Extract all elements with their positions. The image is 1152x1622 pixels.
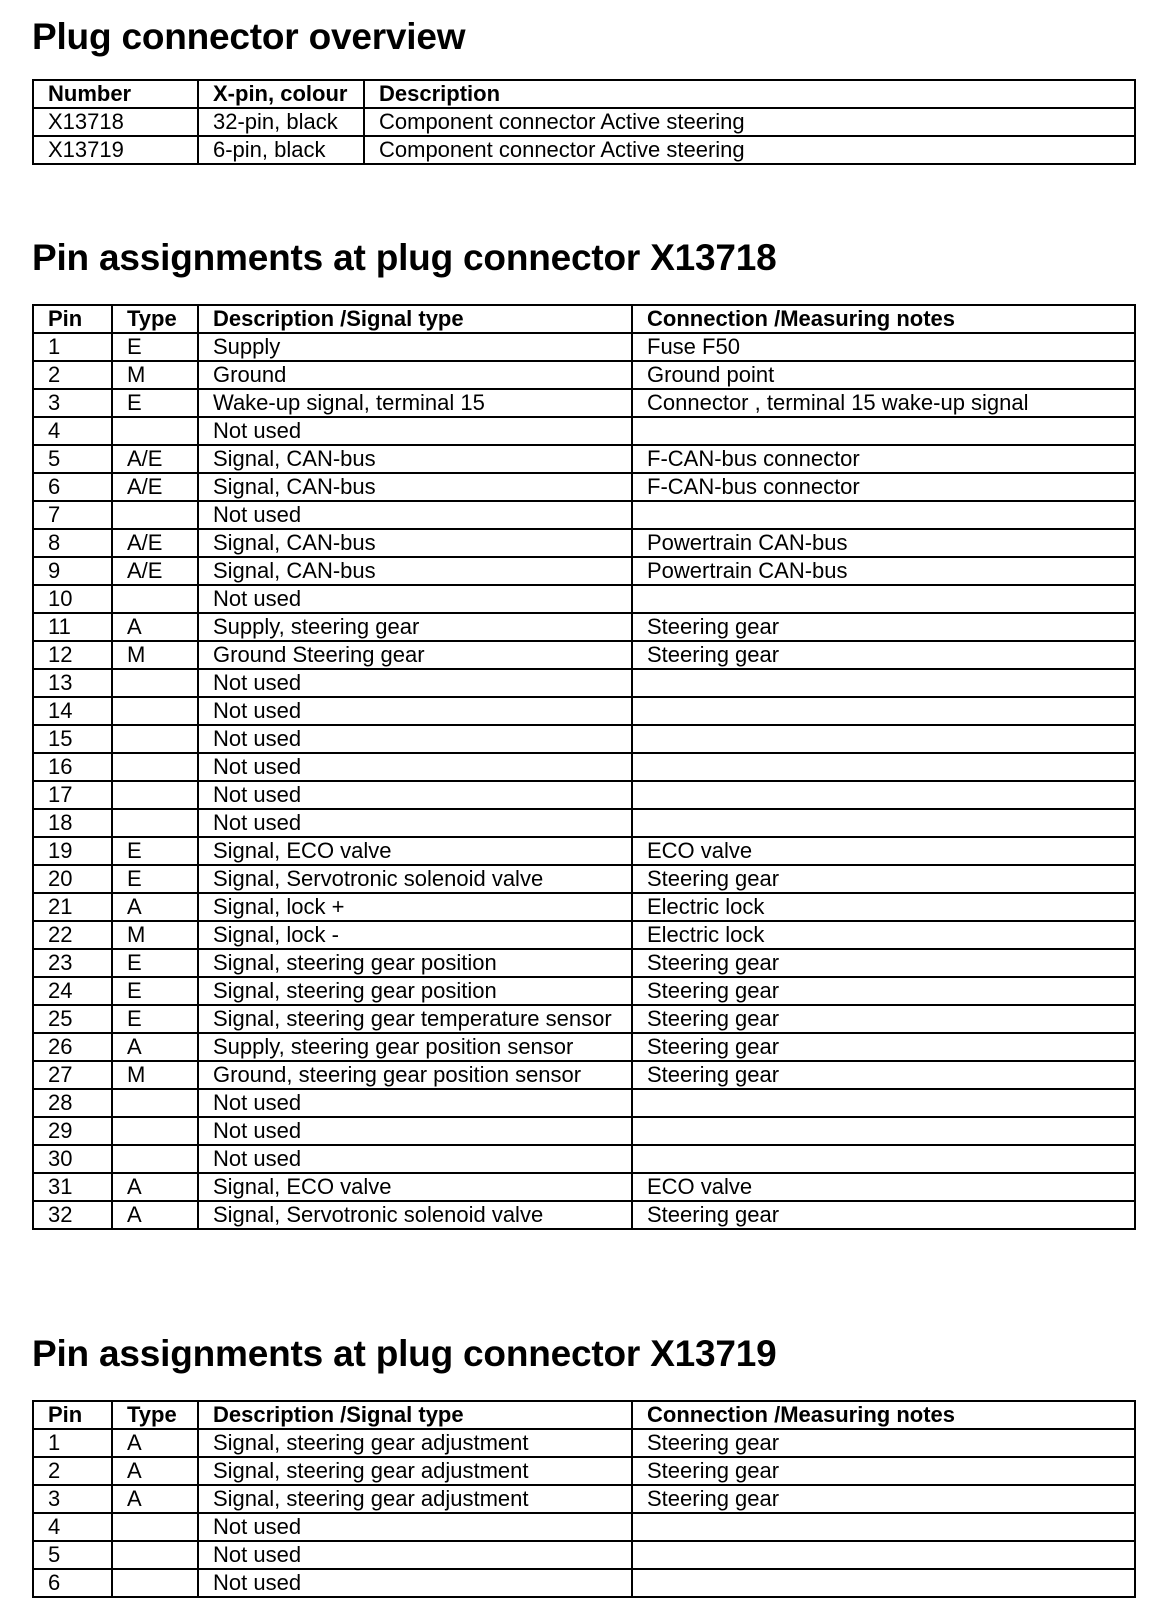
cell-description: Not used	[198, 1569, 632, 1597]
header-row	[33, 1401, 1135, 1429]
header-pin: Pin	[33, 1401, 112, 1429]
cell-connection: ECO valve	[632, 1173, 1135, 1201]
cell-pin: 2	[33, 361, 112, 389]
cell-description: Ground	[198, 361, 632, 389]
cell-number: X13719	[33, 136, 198, 164]
table-row	[33, 809, 1135, 837]
cell-type	[112, 1569, 198, 1597]
cell-connection	[632, 501, 1135, 529]
cell-type: A	[112, 1173, 198, 1201]
header-pin: Pin	[33, 305, 112, 333]
cell-description: Signal, steering gear position	[198, 949, 632, 977]
cell-pin: 4	[33, 1513, 112, 1541]
cell-pin: 20	[33, 865, 112, 893]
cell-description: Not used	[198, 697, 632, 725]
cell-connection: Steering gear	[632, 949, 1135, 977]
cell-connection: Steering gear	[632, 1485, 1135, 1513]
table-row	[33, 529, 1135, 557]
cell-description: Signal, CAN-bus	[198, 445, 632, 473]
header-type: Type	[112, 305, 198, 333]
cell-type	[112, 1089, 198, 1117]
cell-pin: 21	[33, 893, 112, 921]
cell-pin: 6	[33, 473, 112, 501]
cell-type: A	[112, 893, 198, 921]
table-row	[33, 389, 1135, 417]
cell-type	[112, 1117, 198, 1145]
cell-type: A	[112, 1201, 198, 1229]
cell-description: Signal, Servotronic solenoid valve	[198, 865, 632, 893]
cell-description: Signal, lock -	[198, 921, 632, 949]
cell-connection: Steering gear	[632, 865, 1135, 893]
x13718-title: Pin assignments at plug connector X13718	[32, 237, 777, 278]
table-row	[33, 361, 1135, 389]
cell-pin: 17	[33, 781, 112, 809]
cell-pin: 16	[33, 753, 112, 781]
cell-type: E	[112, 837, 198, 865]
cell-description: Signal, CAN-bus	[198, 557, 632, 585]
cell-type	[112, 1513, 198, 1541]
cell-description: Not used	[198, 725, 632, 753]
cell-connection	[632, 585, 1135, 613]
cell-type: A	[112, 1429, 198, 1457]
header-number: Number	[33, 80, 198, 108]
cell-connection: F-CAN-bus connector	[632, 473, 1135, 501]
cell-type: E	[112, 977, 198, 1005]
table-row	[33, 473, 1135, 501]
cell-type: A/E	[112, 557, 198, 585]
cell-pin: 3	[33, 389, 112, 417]
cell-pin: 24	[33, 977, 112, 1005]
table-row	[33, 1033, 1135, 1061]
cell-pin: 13	[33, 669, 112, 697]
cell-xpin-colour: 32-pin, black	[198, 108, 364, 136]
table-row	[33, 781, 1135, 809]
cell-description: Component connector Active steering	[364, 136, 1135, 164]
cell-pin: 12	[33, 641, 112, 669]
cell-pin: 9	[33, 557, 112, 585]
cell-description: Signal, ECO valve	[198, 1173, 632, 1201]
cell-description: Ground Steering gear	[198, 641, 632, 669]
table-row	[33, 893, 1135, 921]
cell-description: Signal, steering gear adjustment	[198, 1429, 632, 1457]
cell-pin: 2	[33, 1457, 112, 1485]
x13719-pin-table	[32, 1400, 1136, 1598]
cell-type: A	[112, 1457, 198, 1485]
table-row	[33, 417, 1135, 445]
cell-connection	[632, 809, 1135, 837]
cell-type: M	[112, 921, 198, 949]
cell-description: Supply, steering gear	[198, 613, 632, 641]
cell-connection	[632, 725, 1135, 753]
cell-connection	[632, 1089, 1135, 1117]
cell-type: M	[112, 361, 198, 389]
table-row	[33, 1457, 1135, 1485]
table-row	[33, 1429, 1135, 1457]
cell-connection: Steering gear	[632, 1429, 1135, 1457]
cell-description: Signal, steering gear temperature sensor	[198, 1005, 632, 1033]
cell-type: M	[112, 641, 198, 669]
cell-type	[112, 417, 198, 445]
cell-pin: 6	[33, 1569, 112, 1597]
cell-pin: 11	[33, 613, 112, 641]
cell-pin: 1	[33, 1429, 112, 1457]
cell-type	[112, 781, 198, 809]
cell-connection: Steering gear	[632, 1033, 1135, 1061]
cell-type: A	[112, 613, 198, 641]
header-row	[33, 305, 1135, 333]
cell-pin: 4	[33, 417, 112, 445]
cell-connection: Steering gear	[632, 1457, 1135, 1485]
table-row	[33, 1089, 1135, 1117]
table-row	[33, 1569, 1135, 1597]
cell-pin: 27	[33, 1061, 112, 1089]
table-row	[33, 921, 1135, 949]
cell-type: E	[112, 333, 198, 361]
cell-connection: Steering gear	[632, 1061, 1135, 1089]
table-row	[33, 949, 1135, 977]
cell-description: Signal, ECO valve	[198, 837, 632, 865]
table-row	[33, 697, 1135, 725]
table-row	[33, 977, 1135, 1005]
cell-description: Not used	[198, 753, 632, 781]
cell-connection: F-CAN-bus connector	[632, 445, 1135, 473]
cell-connection: Electric lock	[632, 921, 1135, 949]
cell-description: Not used	[198, 1117, 632, 1145]
cell-description: Supply, steering gear position sensor	[198, 1033, 632, 1061]
cell-description: Signal, CAN-bus	[198, 473, 632, 501]
connector-overview-table	[32, 79, 1136, 165]
cell-pin: 10	[33, 585, 112, 613]
table-row	[33, 641, 1135, 669]
cell-type: M	[112, 1061, 198, 1089]
x13718-pin-table	[32, 304, 1136, 1230]
header-description: Description /Signal type	[198, 1401, 632, 1429]
cell-type	[112, 697, 198, 725]
cell-description: Signal, steering gear adjustment	[198, 1485, 632, 1513]
cell-type	[112, 753, 198, 781]
cell-description: Supply	[198, 333, 632, 361]
table-row	[33, 1201, 1135, 1229]
table-row	[33, 837, 1135, 865]
cell-description: Not used	[198, 1513, 632, 1541]
table-row	[33, 753, 1135, 781]
cell-description: Signal, CAN-bus	[198, 529, 632, 557]
cell-pin: 8	[33, 529, 112, 557]
cell-connection	[632, 697, 1135, 725]
cell-connection: Powertrain CAN-bus	[632, 529, 1135, 557]
cell-connection: Ground point	[632, 361, 1135, 389]
table-row	[33, 136, 1135, 164]
cell-description: Not used	[198, 1145, 632, 1173]
cell-connection	[632, 1513, 1135, 1541]
cell-connection	[632, 1569, 1135, 1597]
header-description: Description	[364, 80, 1135, 108]
table-row	[33, 1117, 1135, 1145]
cell-connection: ECO valve	[632, 837, 1135, 865]
table-row	[33, 1005, 1135, 1033]
cell-pin: 26	[33, 1033, 112, 1061]
cell-type: A/E	[112, 473, 198, 501]
cell-pin: 29	[33, 1117, 112, 1145]
cell-pin: 18	[33, 809, 112, 837]
cell-description: Ground, steering gear position sensor	[198, 1061, 632, 1089]
cell-connection: Electric lock	[632, 893, 1135, 921]
cell-connection: Fuse F50	[632, 333, 1135, 361]
cell-connection: Steering gear	[632, 1201, 1135, 1229]
cell-pin: 31	[33, 1173, 112, 1201]
cell-description: Not used	[198, 1089, 632, 1117]
table-row	[33, 1145, 1135, 1173]
cell-connection	[632, 417, 1135, 445]
table-row	[33, 865, 1135, 893]
cell-type: E	[112, 865, 198, 893]
cell-description: Signal, steering gear position	[198, 977, 632, 1005]
cell-connection	[632, 669, 1135, 697]
table-row	[33, 108, 1135, 136]
cell-description: Component connector Active steering	[364, 108, 1135, 136]
cell-type	[112, 725, 198, 753]
cell-type	[112, 585, 198, 613]
table-row	[33, 445, 1135, 473]
cell-type: E	[112, 1005, 198, 1033]
table-row	[33, 501, 1135, 529]
cell-connection	[632, 1117, 1135, 1145]
overview-title: Plug connector overview	[32, 16, 466, 57]
cell-type: E	[112, 389, 198, 417]
cell-pin: 14	[33, 697, 112, 725]
cell-description: Not used	[198, 669, 632, 697]
cell-pin: 5	[33, 1541, 112, 1569]
header-type: Type	[112, 1401, 198, 1429]
cell-description: Not used	[198, 585, 632, 613]
cell-pin: 30	[33, 1145, 112, 1173]
table-row	[33, 585, 1135, 613]
cell-pin: 19	[33, 837, 112, 865]
cell-pin: 1	[33, 333, 112, 361]
cell-xpin-colour: 6-pin, black	[198, 136, 364, 164]
table-row	[33, 1485, 1135, 1513]
cell-type: A/E	[112, 529, 198, 557]
cell-connection: Connector , terminal 15 wake-up signal	[632, 389, 1135, 417]
cell-pin: 28	[33, 1089, 112, 1117]
cell-connection: Steering gear	[632, 641, 1135, 669]
x13719-title: Pin assignments at plug connector X13719	[32, 1333, 777, 1374]
cell-pin: 25	[33, 1005, 112, 1033]
table-row	[33, 1513, 1135, 1541]
table-row	[33, 725, 1135, 753]
header-connection: Connection /Measuring notes	[632, 1401, 1135, 1429]
cell-pin: 5	[33, 445, 112, 473]
cell-description: Not used	[198, 501, 632, 529]
cell-connection	[632, 1145, 1135, 1173]
cell-connection: Steering gear	[632, 1005, 1135, 1033]
cell-connection	[632, 753, 1135, 781]
cell-type: A/E	[112, 445, 198, 473]
table-row	[33, 1541, 1135, 1569]
cell-description: Signal, lock +	[198, 893, 632, 921]
cell-connection: Powertrain CAN-bus	[632, 557, 1135, 585]
cell-type	[112, 1541, 198, 1569]
table-row	[33, 333, 1135, 361]
cell-number: X13718	[33, 108, 198, 136]
cell-pin: 22	[33, 921, 112, 949]
cell-type: A	[112, 1485, 198, 1513]
table-row	[33, 613, 1135, 641]
cell-connection	[632, 1541, 1135, 1569]
cell-pin: 23	[33, 949, 112, 977]
cell-connection	[632, 781, 1135, 809]
cell-description: Not used	[198, 417, 632, 445]
cell-description: Not used	[198, 1541, 632, 1569]
header-xpin-colour: X-pin, colour	[198, 80, 364, 108]
cell-pin: 7	[33, 501, 112, 529]
cell-description: Not used	[198, 809, 632, 837]
header-row	[33, 80, 1135, 108]
cell-description: Wake-up signal, terminal 15	[198, 389, 632, 417]
cell-connection: Steering gear	[632, 613, 1135, 641]
cell-description: Not used	[198, 781, 632, 809]
table-row	[33, 1061, 1135, 1089]
cell-description: Signal, Servotronic solenoid valve	[198, 1201, 632, 1229]
cell-description: Signal, steering gear adjustment	[198, 1457, 632, 1485]
cell-pin: 3	[33, 1485, 112, 1513]
cell-type	[112, 669, 198, 697]
header-description: Description /Signal type	[198, 305, 632, 333]
table-row	[33, 1173, 1135, 1201]
cell-type	[112, 1145, 198, 1173]
header-connection: Connection /Measuring notes	[632, 305, 1135, 333]
cell-connection: Steering gear	[632, 977, 1135, 1005]
cell-pin: 15	[33, 725, 112, 753]
cell-pin: 32	[33, 1201, 112, 1229]
cell-type: A	[112, 1033, 198, 1061]
cell-type	[112, 501, 198, 529]
cell-type: E	[112, 949, 198, 977]
cell-type	[112, 809, 198, 837]
table-row	[33, 557, 1135, 585]
table-row	[33, 669, 1135, 697]
